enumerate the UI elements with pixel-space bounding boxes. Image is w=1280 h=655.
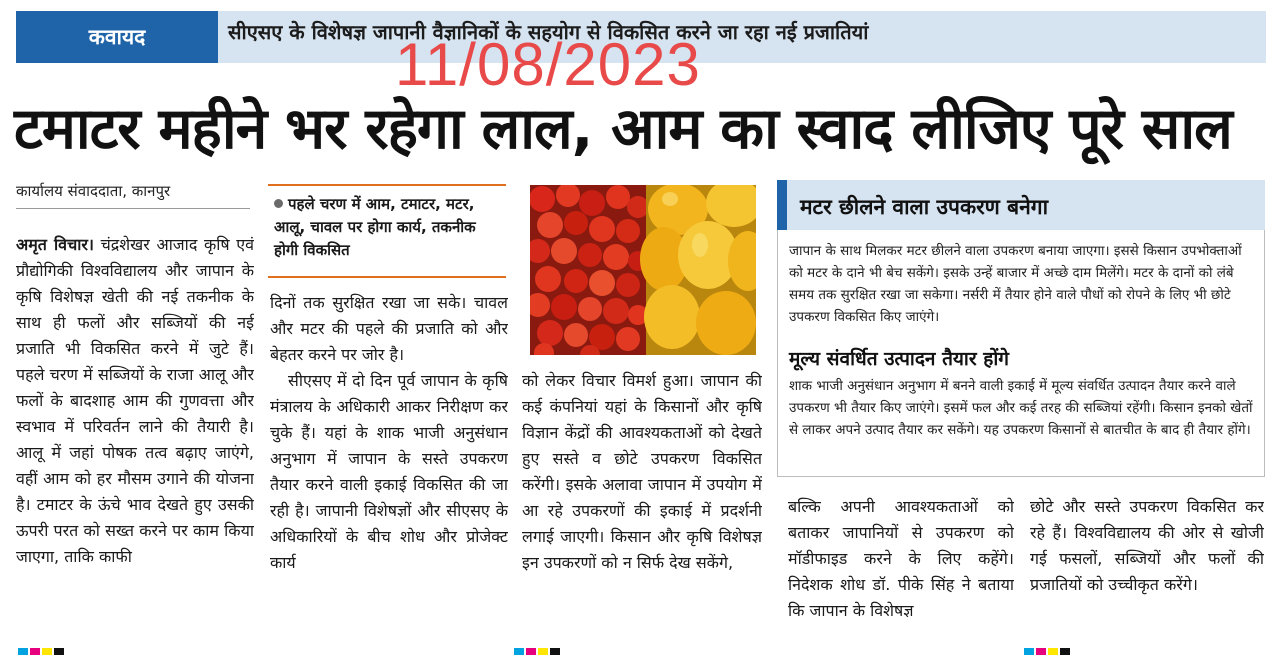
registration-mark-yellow (1048, 648, 1058, 655)
registration-mark-black (1060, 648, 1070, 655)
tomato-mango-photo (530, 185, 756, 355)
registration-mark-cyan (1024, 648, 1034, 655)
registration-mark-cyan (514, 648, 524, 655)
registration-mark-black (54, 648, 64, 655)
bullet-icon (274, 199, 283, 208)
lead-dateline: अमृत विचार। (16, 235, 94, 254)
callout-rule-bottom (268, 276, 506, 278)
registration-mark-magenta (1036, 648, 1046, 655)
sidebar-text-1: जापान के साथ मिलकर मटर छीलने वाला उपकरण बनाया जाएगा। इससे किसान उपभोक्ताओं को मटर के दाने भी बेच सकेंगे। इसके उन्हें बाजार में अच्छे दाम मिलेंगे। मटर के दानों को लंबे समय तक सुरक्षित रखा जा सकेगा। नर्सरी में तैयार होने वाले पौधों को रोपने के लिए भी छोटे उपकरण विकसित किए जाएंगे। (789, 243, 1242, 325)
story-column-2-para-1: दिनों तक सुरक्षित रखा जा सके। चावल और मटर की पहले की प्रजाति को और बेहतर करने पर जोर है। (270, 293, 508, 364)
callout-box (274, 193, 504, 262)
registration-mark-magenta (526, 648, 536, 655)
story-column-3-text: को लेकर विचार विमर्श हुआ। जापान की कई कंपनियां यहां के किसानों और कृषि विज्ञान केंद्रों की आवश्यकताओं को देखते हुए सस्ते व छोटे उपकरण विकसित करेंगी। इसके अलावा जापान में उपयोग में आ रहे उपकरणों की इकाई में प्रदर्शनी लगाई जाएगी। किसान और कृषि विशेषज्ञ इन उपकरणों को न सिर्फ देख सकेंगे, (522, 371, 762, 572)
photo-illustration (530, 185, 756, 355)
story-column-5 (1030, 494, 1264, 628)
story-column-1-text: चंद्रशेखर आजाद कृषि एवं प्रौद्योगिकी विश्वविद्यालय और जापान के कृषि विशेषज्ञ खेती की नई तकनीक के साथ ही फलों और सब्जियों की नई प्रजाति भी विकसित करने में जुटे हैं। पहले चरण में सब्जियों के राजा आलू और फलों के बादशाह आम की गुणवत्ता और स्वभाव में परिवर्तन लाने की तैयारी है। आलू में जहां पोषक तत्व बढ़ाए जाएंगे, वहीं आम को हर मौसम उगाने की योजना है। टमाटर के ऊंचे भाव देखते हुए उसकी ऊपरी परत को सख्त करने पर काम किया जाएगा, ताकि काफी (16, 235, 254, 566)
sidebar-accent (777, 180, 787, 230)
mangoes (640, 185, 756, 355)
registration-mark-cyan (18, 648, 28, 655)
date-stamp: 11/08/2023 (395, 31, 701, 98)
headline: टमाटर महीने भर रहेगा लाल, आम का स्वाद लीजिए पूरे साल (14, 96, 1232, 162)
byline-rule (16, 208, 250, 209)
callout-rule-top (268, 184, 506, 186)
callout-text: पहले चरण में आम, टमाटर, मटर, आलू, चावल पर होगा कार्य, तकनीक होगी विकसित (274, 195, 476, 259)
section-tag: कवायद (16, 11, 218, 63)
sidebar-title: मटर छीलने वाला उपकरण बनेगा (800, 195, 1049, 219)
registration-mark-magenta (30, 648, 40, 655)
story-column-1 (16, 232, 254, 628)
sidebar-subtitle: मूल्य संवर्धित उत्पादन तैयार होंगे (789, 348, 1009, 370)
byline: कार्यालय संवाददाता, कानपुर (16, 182, 171, 200)
story-column-2 (270, 290, 508, 628)
story-column-2-para-2: सीएसए में दो दिन पूर्व जापान के कृषि मंत्रालय के अधिकारी आकर निरीक्षण कर चुके हैं। यहां के शाक भाजी अनुसंधान अनुभाग में जापान के सस्ते उपकरण तैयार करने वाली इकाई विकसित की जा रही है। जापानी विशेषज्ञों और सीएसए के अधिकारियों के बीच शोध और प्रोजेक्ट कार्य (270, 371, 508, 572)
story-column-5-text: छोटे और सस्ते उपकरण विकसित कर रहे हैं। विश्वविद्यालय की ओर से खोजी गई फसलों, सब्जियों और फलों की प्रजातियों को उच्चीकृत करेंगे। (1030, 497, 1264, 594)
story-column-4-text: बल्कि अपनी आवश्यकताओं को बताकर जापानियों से उपकरण को मॉडीफाइड करने के लिए कहेंगे। निदेशक शोध डॉ. पीके सिंह ने बताया कि जापान के विशेषज्ञ (788, 497, 1014, 620)
registration-mark-yellow (42, 648, 52, 655)
story-column-3 (522, 368, 762, 628)
registration-mark-black (550, 648, 560, 655)
registration-mark-yellow (538, 648, 548, 655)
story-column-4 (788, 494, 1014, 628)
sidebar-text-2: शाक भाजी अनुसंधान अनुभाग में बनने वाली इकाई में मूल्य संवर्धित उत्पादन तैयार करने वाले उपकरण भी तैयार किए जाएंगे। इसमें फल और कई तरह की सब्जियां रहेंगी। किसान इनको खेतों से लाकर अपने उत्पाद तैयार कर सकेंगे। यह उपकरण किसानों से बातचीत के बाद ही तैयार होंगे। (789, 378, 1253, 438)
kicker: सीएसए के विशेषज्ञ जापानी वैज्ञानिकों के सहयोग से विकसित करने जा रहा नई प्रजातियां (228, 20, 869, 44)
